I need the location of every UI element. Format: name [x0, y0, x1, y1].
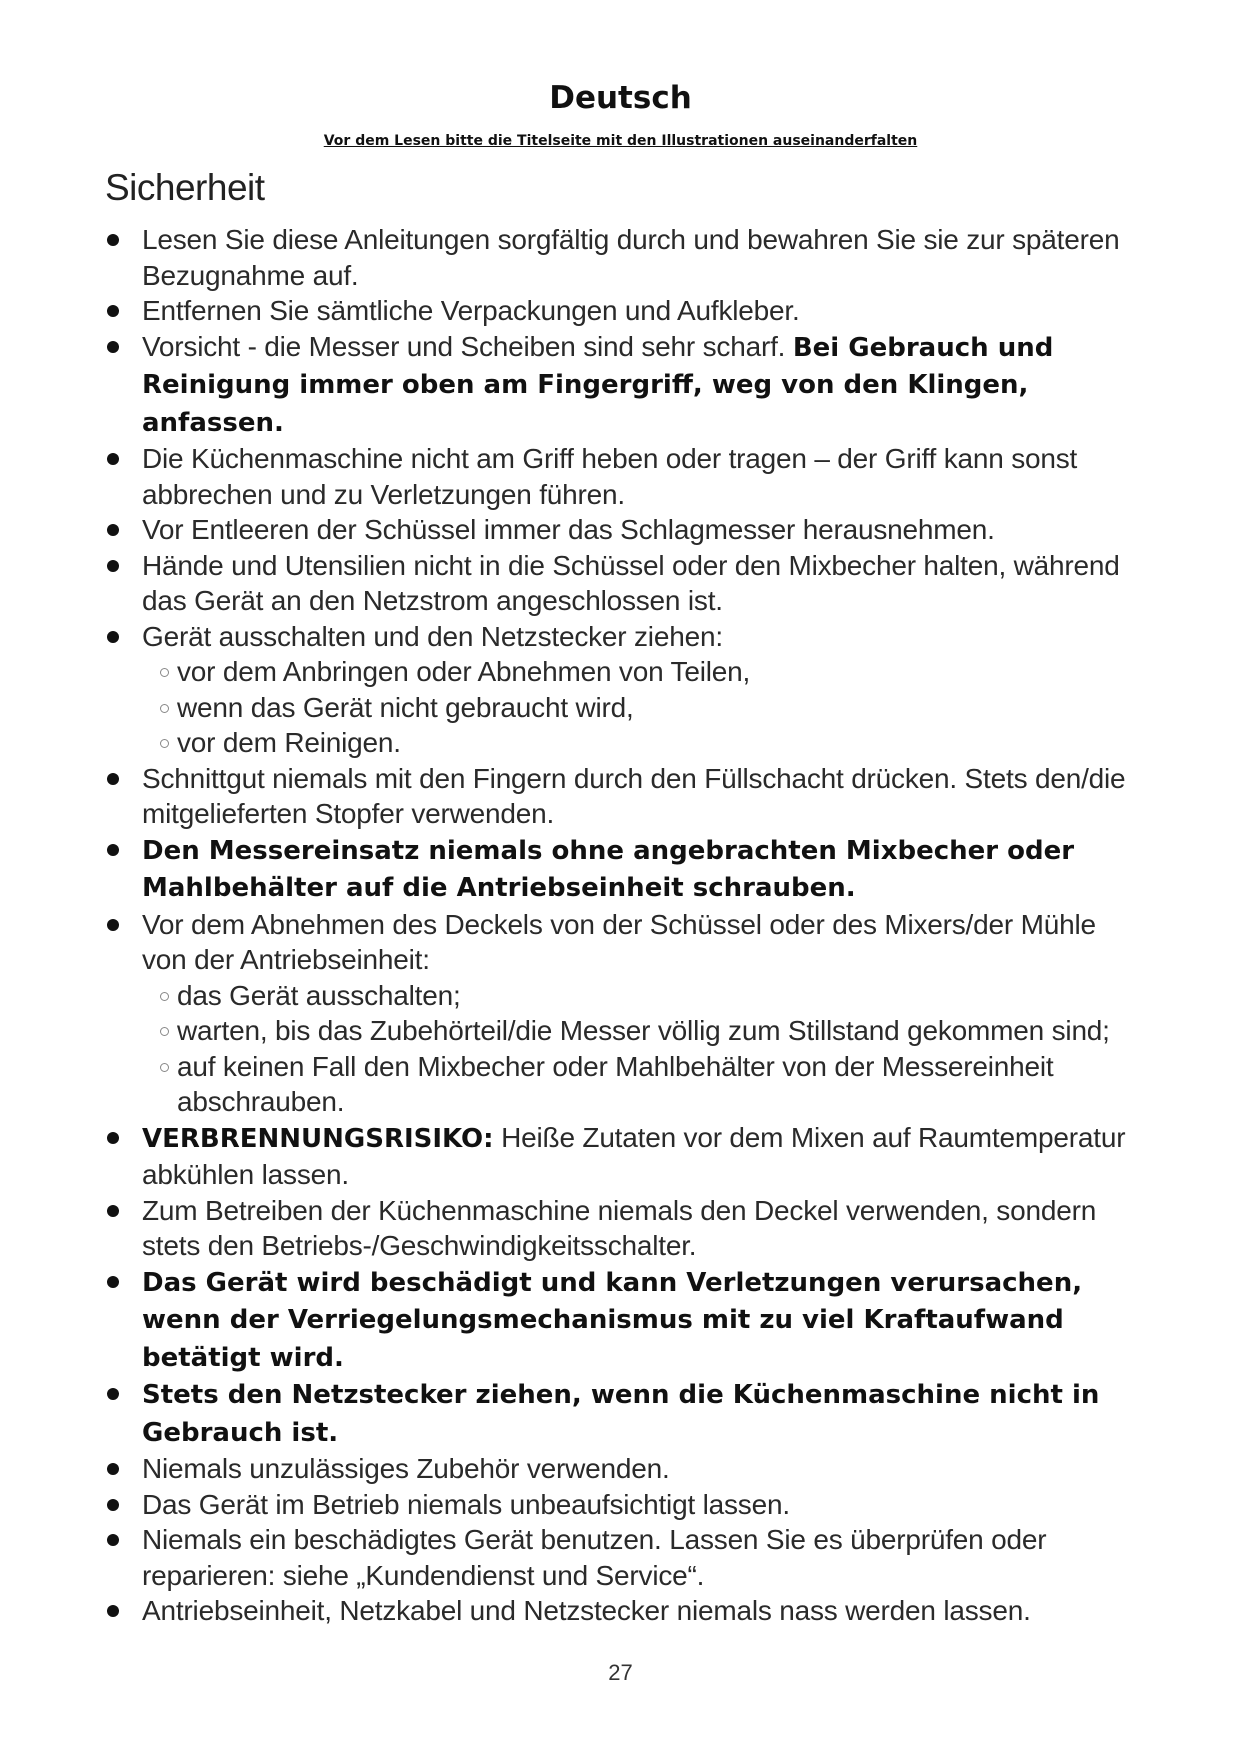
list-item: Vor dem Abnehmen des Deckels von der Schüssel oder des Mixers/der Mühle von der Antriebseinheit: das Gerät ausschalten; warten, bis das Zubehörteil/die Messer völlig zum Stillstand gekommen sind; auf keinen Fall den Mixbecher oder Mahlbehälter von der Messereinheit abschrauben.	[105, 907, 1145, 1120]
warning-text: Bei Gebrauch und Reinigung immer oben am Fingergriff, weg von den Klingen, anfassen.	[142, 332, 1054, 438]
sub-list	[142, 978, 1145, 1120]
sub-list-item: das Gerät ausschalten;	[142, 978, 1145, 1014]
list-item: Das Gerät im Betrieb niemals unbeaufsichtigt lassen.	[105, 1487, 1145, 1523]
list-item: Niemals unzulässiges Zubehör verwenden.	[105, 1451, 1145, 1487]
unfold-instruction: Vor dem Lesen bitte die Titelseite mit den Illustrationen auseinanderfalten	[323, 133, 918, 149]
sub-list-item: wenn das Gerät nicht gebraucht wird,	[142, 690, 1145, 726]
language-title: Deutsch	[549, 80, 692, 116]
list-item	[105, 1376, 1145, 1451]
list-item: Vor Entleeren der Schüssel immer das Schlagmesser herausnehmen.	[105, 512, 1145, 548]
sub-list	[142, 654, 1145, 761]
sub-list-item: vor dem Reinigen.	[142, 725, 1145, 761]
list-item: Antriebseinheit, Netzkabel und Netzstecker niemals nass werden lassen.	[105, 1593, 1145, 1629]
list-item	[105, 832, 1145, 907]
sub-list-item: auf keinen Fall den Mixbecher oder Mahlbehälter von der Messereinheit abschrauben.	[142, 1049, 1145, 1120]
warning-text: VERBRENNUNGSRISIKO:	[142, 1123, 494, 1154]
list-item: Vorsicht - die Messer und Scheiben sind sehr scharf. Bei Gebrauch und Reinigung immer oben am Fingergriff, weg von den Klingen, anfassen.	[105, 329, 1145, 442]
list-item: VERBRENNUNGSRISIKO: Heiße Zutaten vor dem Mixen auf Raumtemperatur abkühlen lassen.	[105, 1120, 1145, 1193]
list-item: Niemals ein beschädigtes Gerät benutzen. Lassen Sie es überprüfen oder reparieren: siehe „Kundendienst und Service“.	[105, 1522, 1145, 1593]
warning-text: Den Messereinsatz niemals ohne angebrachten Mixbecher oder Mahlbehälter auf die Antriebseinheit schrauben.	[142, 835, 1075, 903]
warning-text: Stets den Netzstecker ziehen, wenn die Küchenmaschine nicht in Gebrauch ist.	[142, 1380, 1100, 1448]
section-heading: Sicherheit	[105, 167, 265, 208]
sub-list-item: warten, bis das Zubehörteil/die Messer völlig zum Stillstand gekommen sind;	[142, 1013, 1145, 1049]
list-item: Gerät ausschalten und den Netzstecker ziehen: vor dem Anbringen oder Abnehmen von Teilen, wenn das Gerät nicht gebraucht wird, vor dem Reinigen.	[105, 619, 1145, 761]
list-item: Zum Betreiben der Küchenmaschine niemals den Deckel verwenden, sondern stets den Betriebs-/Geschwindigkeitsschalter.	[105, 1193, 1145, 1264]
list-item: Schnittgut niemals mit den Fingern durch den Füllschacht drücken. Stets den/die mitgelieferten Stopfer verwenden.	[105, 761, 1145, 832]
warning-text: Das Gerät wird beschädigt und kann Verletzungen verursachen, wenn der Verriegelungsmechanismus mit zu viel Kraftaufwand betätigt wird.	[142, 1267, 1083, 1373]
list-item: Hände und Utensilien nicht in die Schüssel oder den Mixbecher halten, während das Gerät an den Netzstrom angeschlossen ist.	[105, 548, 1145, 619]
list-item: Die Küchenmaschine nicht am Griff heben oder tragen – der Griff kann sonst abbrechen und zu Verletzungen führen.	[105, 441, 1145, 512]
page-number: 27	[608, 1660, 633, 1685]
safety-list	[105, 222, 1145, 1629]
list-item	[105, 1264, 1145, 1377]
list-item: Entfernen Sie sämtliche Verpackungen und Aufkleber.	[105, 293, 1145, 329]
list-item: Lesen Sie diese Anleitungen sorgfältig durch und bewahren Sie sie zur späteren Bezugnahme auf.	[105, 222, 1145, 293]
sub-list-item: vor dem Anbringen oder Abnehmen von Teilen,	[142, 654, 1145, 690]
